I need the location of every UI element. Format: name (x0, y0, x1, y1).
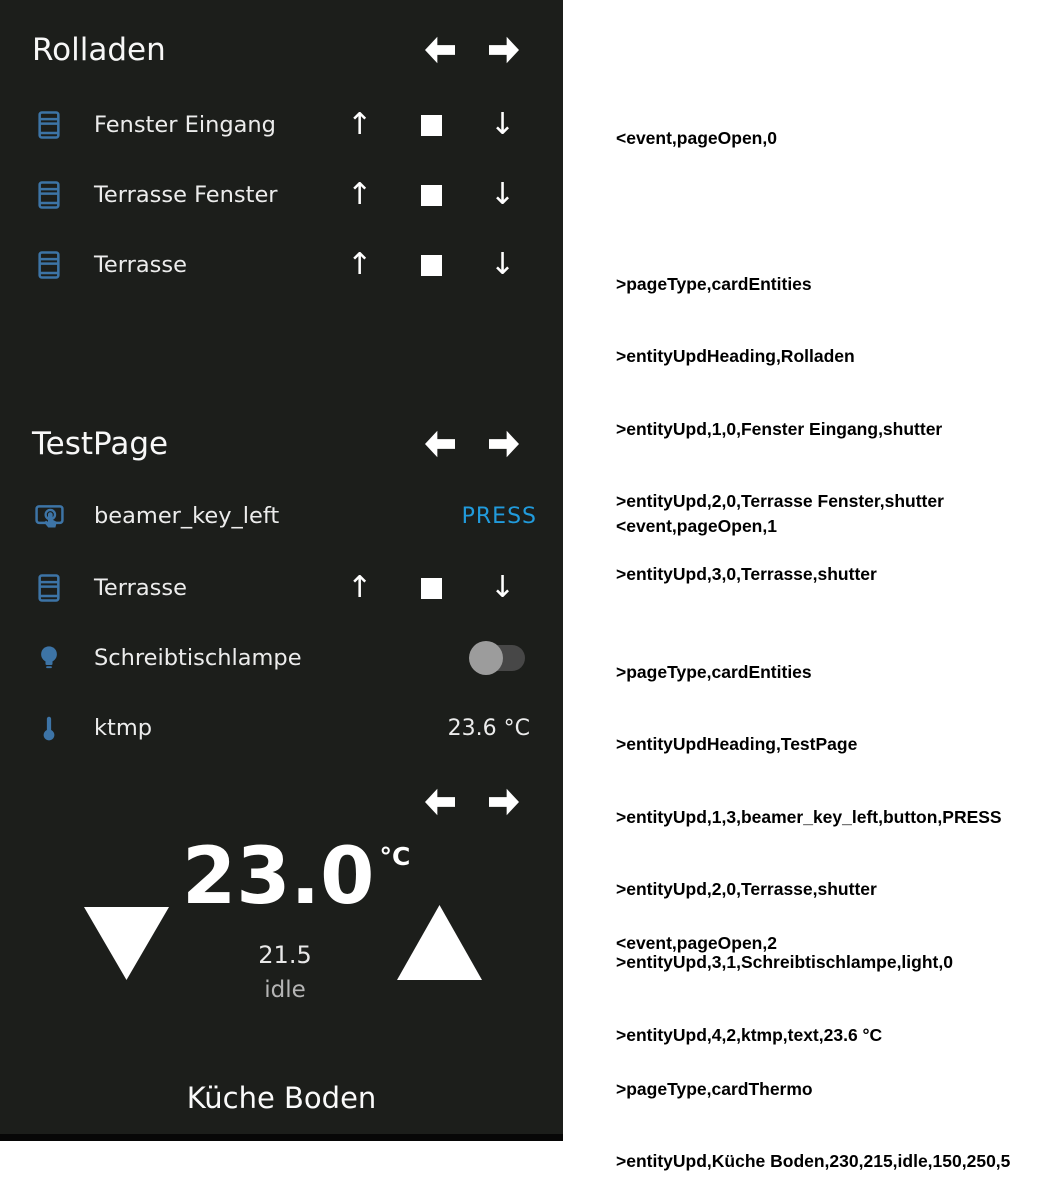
light-toggle-off[interactable] (471, 645, 525, 671)
entity-name: ktmp (94, 715, 153, 741)
testpage-heading (32, 420, 519, 468)
target-temperature: 21.5 (258, 941, 312, 969)
protocol-line: >entityUpd,3,1,Schreibtischlampe,light,0 (616, 952, 953, 973)
protocol-line: >entityUpd,2,0,Terrasse,shutter (616, 879, 877, 900)
page-title: Rolladen (32, 32, 166, 68)
entity-name: Terrasse Fenster (94, 182, 278, 208)
entity-name: Terrasse (94, 252, 187, 278)
panel-bottom-strip (0, 1134, 563, 1141)
lightbulb-icon (32, 641, 66, 675)
protocol-line: >entityUpd,1,3,beamer_key_left,button,PRESS (616, 806, 1002, 827)
hvac-state: idle (264, 977, 306, 1003)
protocol-line: >pageType,cardEntities (616, 273, 812, 294)
temp-down-button[interactable] (84, 907, 169, 984)
shutter-stop-icon[interactable] (421, 185, 442, 206)
thermo-heading (32, 778, 519, 826)
protocol-line: >entityUpd,Küche Boden,230,215,idle,150,250,5 (616, 1151, 1011, 1172)
entity-row (32, 101, 537, 149)
shutter-down-icon[interactable]: ↓ (489, 247, 515, 282)
shutter-up-icon[interactable]: ↑ (347, 570, 373, 605)
shutter-stop-icon[interactable] (421, 115, 442, 136)
entity-name: beamer_key_left (94, 503, 280, 529)
thermometer-icon (32, 711, 66, 745)
entity-row (32, 171, 537, 219)
shutter-stop-icon[interactable] (421, 578, 442, 599)
entity-row (32, 241, 537, 289)
protocol-line: >pageType,cardThermo (616, 1078, 813, 1099)
shutter-down-icon[interactable]: ↓ (489, 177, 515, 212)
temp-up-button[interactable] (397, 905, 482, 984)
window-shutter-icon (32, 248, 66, 282)
toggle-knob[interactable] (469, 641, 503, 675)
protocol-line: >entityUpdHeading,Rolladen (616, 346, 855, 367)
gesture-tap-button-icon (32, 499, 66, 533)
window-shutter-icon (32, 108, 66, 142)
protocol-blank-line (616, 1004, 1010, 1028)
protocol-blank-line (616, 199, 944, 223)
protocol-line: >entityUpd,3,0,Terrasse,shutter (616, 564, 877, 585)
protocol-event-line: <event,pageOpen,2 (616, 933, 777, 954)
rolladen-heading (32, 26, 519, 74)
shutter-controls (347, 177, 515, 212)
entity-row (32, 492, 537, 540)
protocol-line: >entityUpd,1,0,Fenster Eingang,shutter (616, 418, 943, 439)
shutter-down-icon[interactable]: ↓ (489, 107, 515, 142)
nav-left-icon[interactable] (425, 430, 455, 458)
press-button[interactable]: PRESS (461, 503, 537, 529)
shutter-up-icon[interactable]: ↑ (347, 247, 373, 282)
protocol-group-pageopen-2 (616, 883, 1010, 1198)
shutter-controls (347, 570, 515, 605)
entity-name: Schreibtischlampe (94, 645, 302, 671)
protocol-blank-line (616, 587, 1002, 611)
shutter-controls (347, 107, 515, 142)
protocol-event-line: <event,pageOpen,0 (616, 128, 777, 149)
window-shutter-icon (32, 571, 66, 605)
shutter-controls (347, 247, 515, 282)
entity-name: Terrasse (94, 575, 187, 601)
page-nav (425, 36, 519, 64)
protocol-event-line: <event,pageOpen,1 (616, 516, 777, 537)
entity-row (32, 704, 537, 752)
protocol-line: >entityUpd,2,0,Terrasse Fenster,shutter (616, 491, 944, 512)
shutter-up-icon[interactable]: ↑ (347, 107, 373, 142)
protocol-line: >entityUpdHeading,TestPage (616, 734, 858, 755)
protocol-line: >pageType,cardEntities (616, 661, 812, 682)
entity-row (32, 634, 537, 682)
protocol-line: >entityUpd,4,2,ktmp,text,23.6 °C (616, 1024, 883, 1045)
window-shutter-icon (32, 178, 66, 212)
entity-name: Fenster Eingang (94, 112, 276, 138)
page-nav (425, 788, 519, 816)
page-title: TestPage (32, 426, 169, 462)
entity-row (32, 564, 537, 612)
current-temperature-value: 23.0 (182, 832, 375, 922)
nav-right-icon[interactable] (489, 788, 519, 816)
current-temperature (182, 834, 410, 921)
shutter-down-icon[interactable]: ↓ (489, 570, 515, 605)
shutter-stop-icon[interactable] (421, 255, 442, 276)
temperature-unit: °C (379, 842, 411, 871)
sensor-value: 23.6 °C (447, 715, 530, 741)
nav-right-icon[interactable] (489, 36, 519, 64)
shutter-up-icon[interactable]: ↑ (347, 177, 373, 212)
nav-left-icon[interactable] (425, 36, 455, 64)
page-nav (425, 430, 519, 458)
nav-left-icon[interactable] (425, 788, 455, 816)
room-name: Küche Boden (186, 1081, 377, 1115)
nav-right-icon[interactable] (489, 430, 519, 458)
